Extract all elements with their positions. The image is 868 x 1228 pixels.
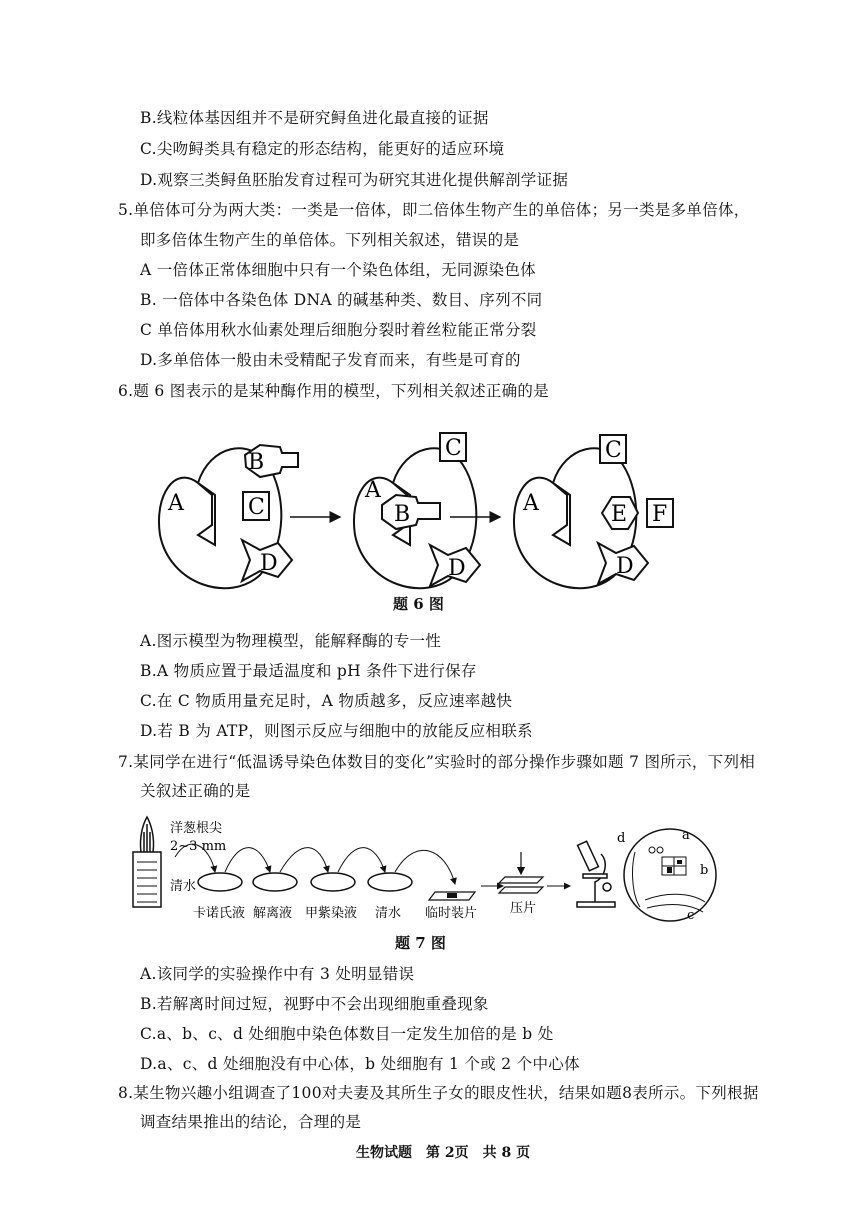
q7-option-d: D.a、c、d 处细胞没有中心体，b 处细胞有 1 个或 2 个中心体 bbox=[140, 1055, 580, 1073]
dish-stain bbox=[311, 873, 355, 891]
q4-option-d: D.观察三类鲟鱼胚胎发育过程可为研究其进化提供解剖学证据 bbox=[140, 171, 569, 189]
label-d-2: D bbox=[448, 556, 466, 581]
label-b: b bbox=[700, 863, 709, 878]
label-step1: 卡诺氏液 bbox=[193, 906, 246, 921]
label-b-1: B bbox=[248, 450, 265, 475]
label-c-1: C bbox=[248, 495, 265, 520]
q7-option-a: A.该同学的实验操作中有 3 处明显错误 bbox=[140, 965, 415, 983]
q7-procedure-figure bbox=[125, 812, 730, 927]
q6-enzyme-figure bbox=[150, 425, 690, 595]
q7-stem-line2: 关叙述正确的是 bbox=[140, 782, 251, 800]
q5-option-b: B. 一倍体中各染色体 DNA 的碱基种类、数目、序列不同 bbox=[140, 291, 543, 309]
bound-b bbox=[382, 495, 440, 529]
label-d-3: D bbox=[616, 554, 634, 579]
q6-stem: 6.题 6 图表示的是某种酶作用的模型，下列相关叙述正确的是 bbox=[118, 382, 550, 400]
onion-beaker bbox=[133, 817, 161, 907]
q7-option-b: B.若解离时间过短，视野中不会出现细胞重叠现象 bbox=[140, 995, 489, 1013]
dish-water bbox=[368, 873, 412, 891]
q6-option-d: D.若 B 为 ATP，则图示反应与细胞中的放能反应相联系 bbox=[140, 722, 533, 740]
label-step2: 解离液 bbox=[253, 906, 293, 921]
label-step3: 甲紫染液 bbox=[305, 906, 358, 921]
dish-carnoy bbox=[198, 873, 242, 891]
q6-option-a: A.图示模型为物理模型，能解释酶的专一性 bbox=[140, 632, 442, 650]
label-c: c bbox=[687, 908, 695, 923]
q4-option-c: C.尖吻鲟类具有稳定的形态结构，能更好的适应环境 bbox=[140, 140, 505, 158]
label-step5: 临时装片 bbox=[425, 906, 478, 921]
label-a-2: A bbox=[365, 478, 381, 503]
squash-slide bbox=[499, 852, 543, 893]
page-footer: 生物试题 第 2页 共 8 页 bbox=[356, 1145, 531, 1161]
q8-stem-line1: 8.某生物兴趣小组调查了100对夫妻及其所生子女的眼皮性状，结果如题8表所示。下列根据 bbox=[118, 1084, 759, 1102]
q6-option-b: B.A 物质应置于最适温度和 pH 条件下进行保存 bbox=[140, 662, 477, 680]
label-a-3: A bbox=[523, 491, 539, 516]
microscope-icon bbox=[577, 841, 615, 907]
label-step6: 压片 bbox=[510, 901, 537, 916]
label-step4: 清水 bbox=[375, 906, 402, 921]
label-a-1: A bbox=[168, 491, 184, 516]
label-water: 清水 bbox=[170, 879, 197, 894]
label-d-1: D bbox=[260, 551, 278, 576]
label-f: F bbox=[652, 502, 668, 527]
label-onion: 洋葱根尖 bbox=[170, 821, 223, 836]
dish-dissociation bbox=[253, 873, 297, 891]
q7-figure-caption: 题 7 图 bbox=[395, 934, 446, 952]
q5-option-d: D.多单倍体一般由未受精配子发育而来，有些是可育的 bbox=[140, 351, 521, 369]
q7-option-c: C.a、b、c、d 处细胞中染色体数目一定发生加倍的是 b 处 bbox=[140, 1025, 554, 1043]
q4-option-b: B.线粒体基因组并不是研究鲟鱼进化最直接的证据 bbox=[140, 109, 489, 127]
label-c-2: C bbox=[445, 436, 462, 461]
q5-stem-line1: 5.单倍体可分为两大类：一类是一倍体，即二倍体生物产生的单倍体；另一类是多单倍体， bbox=[118, 201, 750, 219]
q8-stem-line2: 调查结果推出的结论，合理的是 bbox=[140, 1113, 362, 1131]
label-a: a bbox=[682, 828, 690, 843]
q5-option-a: A 一倍体正常体细胞中只有一个染色体组，无同源染色体 bbox=[140, 261, 536, 279]
label-e: E bbox=[611, 502, 628, 527]
q6-option-c: C.在 C 物质用量充足时，A 物质越多，反应速率越快 bbox=[140, 692, 513, 710]
label-c-3: C bbox=[605, 438, 622, 463]
q5-stem-line2: 即多倍体生物产生的单倍体。下列相关叙述，错误的是 bbox=[140, 231, 520, 249]
q5-option-c: C 单倍体用秋水仙素处理后细胞分裂时着丝粒能正常分裂 bbox=[140, 321, 537, 339]
label-d: d bbox=[617, 831, 626, 846]
label-b-2: B bbox=[394, 502, 411, 527]
label-length: 2~3 mm bbox=[170, 839, 227, 854]
q6-figure-caption: 题 6 图 bbox=[393, 595, 444, 613]
q7-stem-line1: 7.某同学在进行“低温诱导染色体数目的变化”实验时的部分操作步骤如题 7 图所示，下列相 bbox=[118, 753, 756, 771]
